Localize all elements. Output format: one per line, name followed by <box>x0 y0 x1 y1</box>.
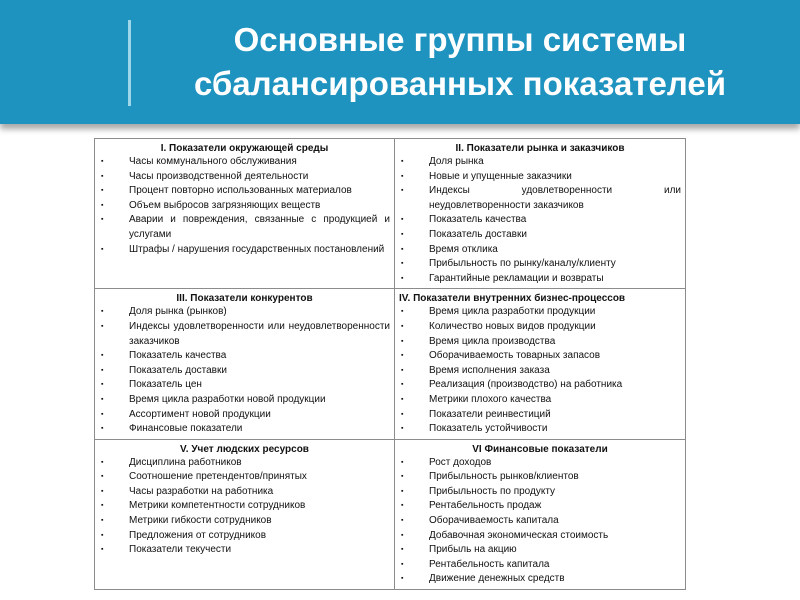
indicator-item: ▪ Индексы удовлетворенности или неудовлетворенности заказчиков <box>399 184 681 213</box>
indicator-item: ▪ Показатель качества <box>99 349 390 364</box>
group-items <box>99 305 390 436</box>
indicator-item: ▪ Реализация (производство) на работника <box>399 378 681 393</box>
group-title: IV. Показатели внутренних бизнес-процессов <box>399 293 626 305</box>
indicator-item: ▪ Объем выбросов загрязняющих веществ <box>99 199 390 214</box>
group-items <box>99 456 390 558</box>
indicator-item: ▪ Прибыльность рынков/клиентов <box>399 470 681 485</box>
indicator-item: ▪ Часы производственной деятельности <box>99 170 390 185</box>
group-cell-6 <box>395 439 686 589</box>
group-title: I. Показатели окружающей среды <box>160 143 329 154</box>
group-items <box>399 155 681 286</box>
indicator-item: ▪ Добавочная экономическая стоимость <box>399 529 681 544</box>
indicator-item: ▪ Прибыльность по продукту <box>399 485 681 500</box>
table-row <box>95 139 686 289</box>
slide-title <box>150 18 770 106</box>
indicator-item: ▪ Количество новых видов продукции <box>399 320 681 335</box>
indicator-item: ▪ Движение денежных средств <box>399 572 681 587</box>
indicator-item: ▪ Показатель устойчивости <box>399 422 681 437</box>
indicator-item: ▪ Ассортимент новой продукции <box>99 408 390 423</box>
indicator-item: ▪ Аварии и повреждения, связанные с продукцией и услугами <box>99 213 390 242</box>
indicator-groups-table <box>94 138 686 590</box>
group-title: III. Показатели конкурентов <box>176 293 313 305</box>
group-cell-5 <box>95 439 395 589</box>
title-banner <box>0 0 800 124</box>
indicator-item: ▪ Рост доходов <box>399 456 681 471</box>
slide-title-line-1: Основные группы системы <box>233 21 687 58</box>
indicator-item: ▪ Метрики гибкости сотрудников <box>99 514 390 529</box>
indicator-item: ▪ Время цикла разработки продукции <box>399 305 681 320</box>
slide-title-line-2: сбалансированных показателей <box>194 65 726 102</box>
indicator-item: ▪ Доля рынка <box>399 155 681 170</box>
table-row <box>95 439 686 589</box>
indicator-item: ▪ Оборачиваемость товарных запасов <box>399 349 681 364</box>
indicator-item: ▪ Прибыльность по рынку/каналу/клиенту <box>399 257 681 272</box>
indicator-item: ▪ Время цикла разработки новой продукции <box>99 393 390 408</box>
indicator-item: ▪ Показатель доставки <box>99 364 390 379</box>
group-items <box>399 456 681 587</box>
group-items <box>399 305 681 436</box>
indicator-item: ▪ Часы разработки на работника <box>99 485 390 500</box>
indicator-item: ▪ Время цикла производства <box>399 335 681 350</box>
group-cell-4 <box>395 289 686 439</box>
group-title: VI Финансовые показатели <box>472 443 608 455</box>
group-title: II. Показатели рынка и заказчиков <box>455 143 625 154</box>
indicator-item: ▪ Показатели текучести <box>99 543 390 558</box>
group-title: V. Учет людских ресурсов <box>180 443 309 455</box>
indicator-item: ▪ Показатели реинвестиций <box>399 408 681 423</box>
indicator-item: ▪ Метрики компетентности сотрудников <box>99 499 390 514</box>
indicator-item: ▪ Рентабельность капитала <box>399 558 681 573</box>
indicator-item: ▪ Предложения от сотрудников <box>99 529 390 544</box>
group-cell-2 <box>395 139 686 289</box>
indicator-item: ▪ Штрафы / нарушения государственных постановлений <box>99 243 390 258</box>
indicator-item: ▪ Доля рынка (рынков) <box>99 305 390 320</box>
indicator-item: ▪ Новые и упущенные заказчики <box>399 170 681 185</box>
indicator-item: ▪ Индексы удовлетворенности или неудовлетворенности заказчиков <box>99 320 390 349</box>
indicator-item: ▪ Финансовые показатели <box>99 422 390 437</box>
indicator-item: ▪ Время отклика <box>399 243 681 258</box>
indicator-item: ▪ Прибыль на акцию <box>399 543 681 558</box>
group-items <box>99 155 390 257</box>
indicator-item: ▪ Показатель качества <box>399 213 681 228</box>
indicator-item: ▪ Оборачиваемость капитала <box>399 514 681 529</box>
indicator-item: ▪ Часы коммунального обслуживания <box>99 155 390 170</box>
indicator-item: ▪ Показатель цен <box>99 378 390 393</box>
indicator-item: ▪ Метрики плохого качества <box>399 393 681 408</box>
banner-divider-line <box>128 20 131 106</box>
group-cell-1 <box>95 139 395 289</box>
group-cell-3 <box>95 289 395 439</box>
indicator-item: ▪ Соотношение претендентов/принятых <box>99 470 390 485</box>
indicator-item: ▪ Рентабельность продаж <box>399 499 681 514</box>
table-row <box>95 289 686 439</box>
indicator-item: ▪ Время исполнения заказа <box>399 364 681 379</box>
indicator-item: ▪ Процент повторно использованных материалов <box>99 184 390 199</box>
indicator-item: ▪ Гарантийные рекламации и возвраты <box>399 272 681 287</box>
indicator-item: ▪ Показатель доставки <box>399 228 681 243</box>
indicator-item: ▪ Дисциплина работников <box>99 456 390 471</box>
